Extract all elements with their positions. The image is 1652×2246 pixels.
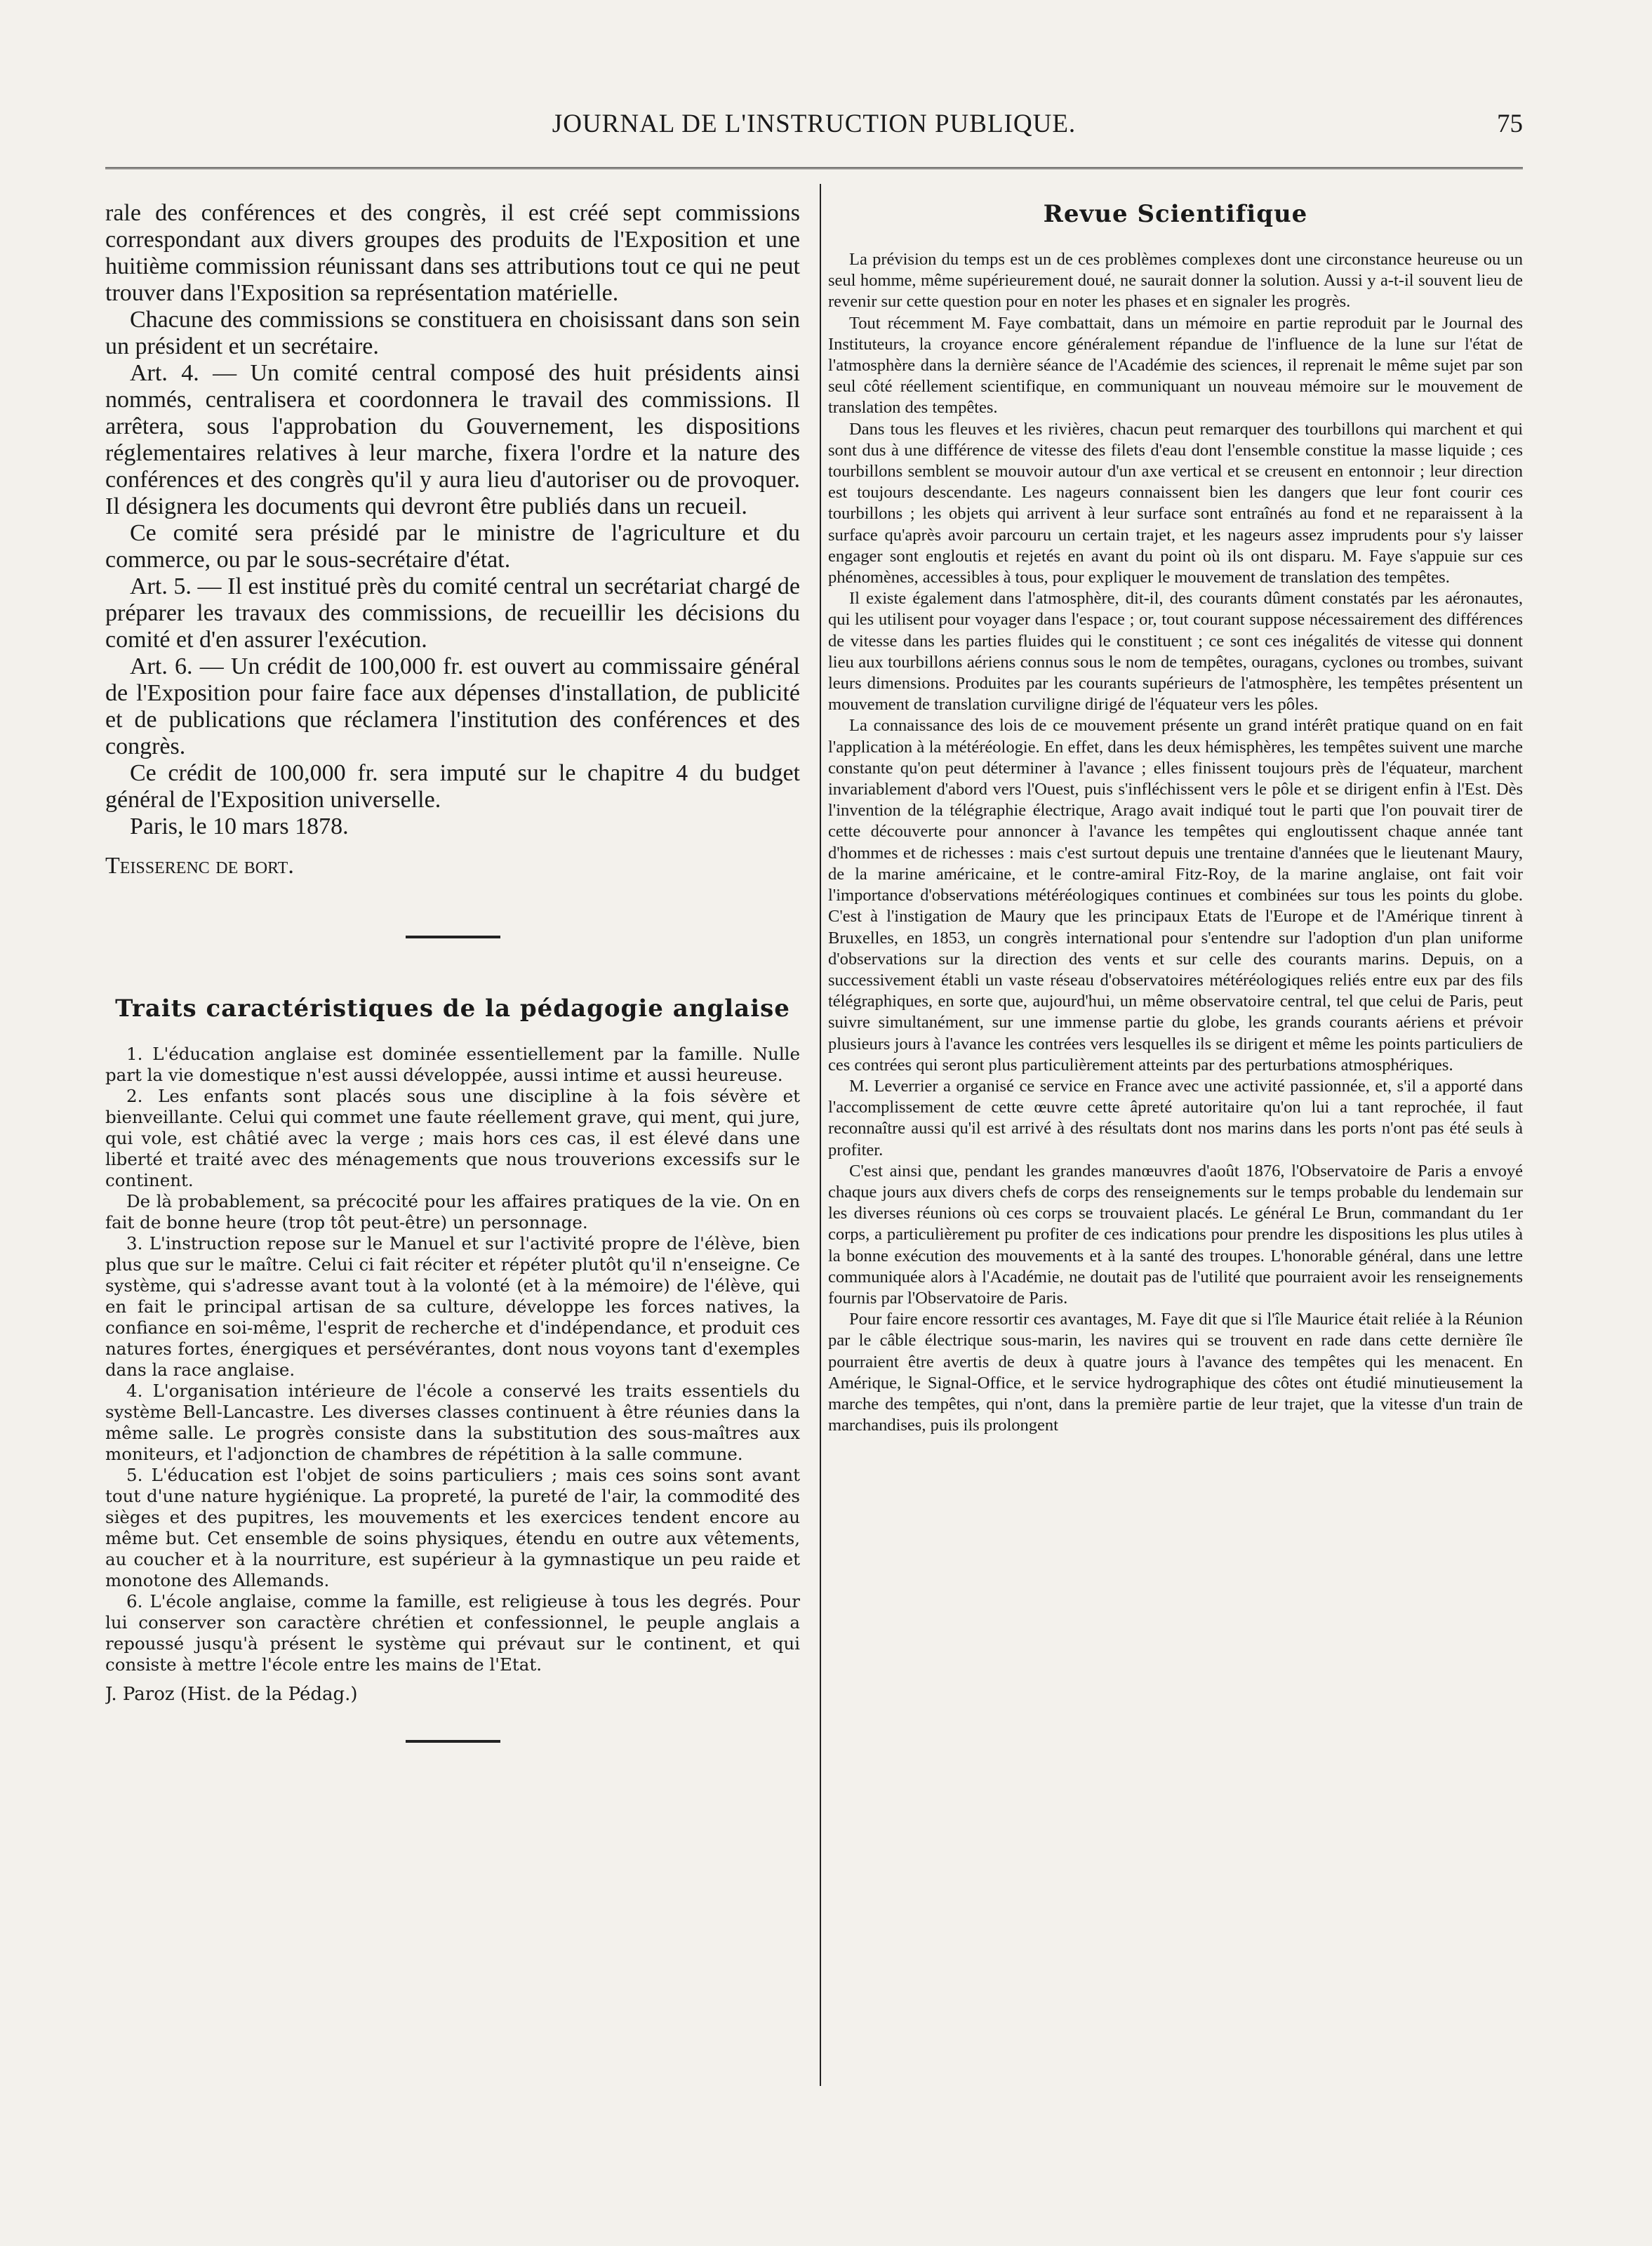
pedagogy-paragraph: 5. L'éducation est l'objet de soins particuliers ; mais ces soins sont avant tout d'une nature hygiénique. La propreté, la pureté de l'air, la commodité des sièges et des pupitres, les mouvements et les exercices tendent encore au même but. Cet ensemble de soins physiques, étendu en outre aux vêtements, au coucher et à la nourriture, est supérieur à la gymnastique un peu raide et monotone des Allemands. [105,1465,800,1590]
revue-paragraph: La prévision du temps est un de ces problèmes complexes dont une circonstance heureuse ou un seul homme, même supérieurement doué, ne saurait donner la solution. Aussi y a-t-il souvent lieu de revenir sur cette question pour en noter les phases et en signaler les progrès. [828,250,1523,312]
section-separator [406,936,500,938]
decree-paragraph: Ce crédit de 100,000 fr. sera imputé sur le chapitre 4 du budget général de l'Exposition universelle. [105,760,800,813]
decree-paragraph: Art. 5. — Il est institué près du comité central un secrétariat chargé de préparer les travaux des commissions, de recueillir les décisions du comité et d'en assurer l'exécution. [105,573,800,653]
revue-heading: Revue Scientifique [1043,200,1308,228]
column-divider [820,184,821,2086]
pedagogy-paragraph: 1. L'éducation anglaise est dominée essentiellement par la famille. Nulle part la vie domestique n'est aussi développée, aussi intime et aussi heureuse. [105,1044,800,1085]
pedagogy-article [105,1044,800,1705]
revue-paragraph: La connaissance des lois de ce mouvement présente un grand intérêt pratique quand on en fait l'application à la météréologie. En effet, dans les deux hémisphères, les tempêtes suivent une marche constante qu'on peut déterminer à l'avance ; elles finissent toujours près de l'équateur, marchent invariablement d'abord vers l'Ouest, puis s'infléchissent vers le pôle et se dirigent enfin à l'Est. Dès l'invention de la télégraphie électrique, Arago avait indiqué tout le parti que l'on pouvait tirer de cette découverte pour annoncer à l'avance les tempêtes qui engloutissent chaque année tant d'hommes et de richesses : mais c'est surtout depuis une trentaine d'années que le lieutenant Maury, de la marine américaine, et le contre-amiral Fitz-Roy, de la marine anglaise, ont fait voir l'importance d'observations météréologiques continues et combinées sur tous les points du globe. C'est à l'instigation de Maury que les principaux Etats de l'Europe et de l'Amérique tinrent à Bruxelles, en 1853, un congrès international pour s'entendre sur l'adoption d'un plan uniforme d'observations sur la direction des vents et sur celle des courants marins. Depuis, on a successivement établi un vaste réseau d'observatoires météréologiques reliés entre eux par des fils télégraphiques, en sorte que, aujourd'hui, un même observatoire central, tel que celui de Paris, peut suivre simultanément, sur une immense partie du globe, les grands courants aériens et prévoir plusieurs jours à l'avance les contrées vers lesquelles ils se dirigent et même les points particuliers de ces contrées qui seront plus particulièrement atteints par des perturbations atmosphériques. [828,716,1523,1075]
pedagogy-signature: J. Paroz (Hist. de la Pédag.) [105,1684,358,1705]
pedagogy-paragraph: 2. Les enfants sont placés sous une discipline à la fois sévère et bienveillante. Celui qui commet une faute réellement grave, qui ment, qui jure, qui vole, est châtié avec la verge ; mais hors ces cas, il est élevé dans une liberté et traité avec des ménagements que nous trouverions excessifs sur le continent. [105,1086,800,1190]
decree-signature: Teisserenc de bort. [105,853,294,879]
decree-paragraph: Ce comité sera présidé par le ministre de l'agriculture et du commerce, ou par le sous-secrétaire d'état. [105,520,800,573]
revue-paragraph: M. Leverrier a organisé ce service en France avec une activité passionnée, et, s'il a apporté dans l'accomplissement de cette œuvre cette âpreté autoritaire qu'on lui a tant reprochée, il faut reconnaître aussi qu'il est arrivé à des résultats dont nos marins dans les ports n'ont pas été seuls à profiter. [828,1076,1523,1159]
journal-title: JOURNAL DE L'INSTRUCTION PUBLIQUE. [552,109,1077,138]
revue-paragraph: C'est ainsi que, pendant les grandes manœuvres d'août 1876, l'Observatoire de Paris a envoyé chaque jours aux divers chefs de corps des renseignements sur le temps probable du lendemain sur les diverses réunions où ces corps se trouvaient placés. Le général Le Brun, commandant du 1er corps, a particulièrement pu profiter de ces indications pour prendre les dispositions les plus utiles à la bonne exécution des mouvements et à la santé des troupes. L'honorable général, dans une lettre communiquée alors à l'Académie, ne doutait pas de l'utilité que pourraient avoir les renseignements fournis par l'Observatoire de Paris. [828,1161,1523,1308]
decree-paragraph: Art. 6. — Un crédit de 100,000 fr. est ouvert au commissaire général de l'Exposition pour faire face aux dépenses d'installation, de publicité et de publications que réclamera l'institution des conférences et des congrès. [105,653,800,759]
pedagogy-paragraph: 6. L'école anglaise, comme la famille, est religieuse à tous les degrés. Pour lui conserver son caractère chrétien et confessionnel, le peuple anglais a repoussé jusqu'à présent le système qui prévaut sur le continent, et qui consiste à mettre l'école entre les mains de l'Etat. [105,1591,800,1675]
decree-paragraph: rale des conférences et des congrès, il est créé sept commissions correspondant aux divers groupes des produits de l'Exposition et une huitième commission réunissant dans ses attributions tout ce qui ne peut trouver dans l'Exposition sa représentation matérielle. [105,200,800,306]
page-number: 75 [1497,109,1523,138]
running-header [105,109,1523,151]
left-column [105,200,800,2095]
decree-date: Paris, le 10 mars 1878. [130,813,349,839]
closing-separator [406,1740,500,1743]
pedagogy-paragraph: 4. L'organisation intérieure de l'école a conservé les traits essentiels du système Bell-Lancastre. Les diverses classes continuent à être réunies dans la même salle. Le progrès consiste dans la substitution des sous-maîtres aux moniteurs, et l'adjonction de chambres de répétition à la salle commune. [105,1381,800,1464]
decree-paragraph: Art. 4. — Un comité central composé des huit présidents ainsi nommés, centralisera et coordonnera le travail des commissions. Il arrêtera, sous l'approbation du Gouvernement, les dispositions réglementaires relatives à leur marche, fixera l'ordre et la nature des conférences et des congrès qu'il y aura lieu d'autoriser ou de provoquer. Il désignera les documents qui devront être publiés dans un recueil. [105,360,800,519]
pedagogy-heading: Traits caractéristiques de la pédagogie anglaise [115,995,790,1023]
revue-paragraph: Il existe également dans l'atmosphère, dit-il, des courants dûment constatés par les aéronautes, qui les utilisent pour voyager dans l'espace ; or, tout courant suppose nécessairement des différences de vitesse dans les parties fluides qui le constituent ; ce sont ces inégalités de vitesse qui donnent lieu aux tourbillons aériens connus sous le nom de tempêtes, ouragans, cyclones ou trombes, suivant leurs dimensions. Produites par les courants supérieurs de l'atmosphère, les tempêtes présentent un mouvement de translation curviligne dirigé de l'équateur vers les pôles. [828,589,1523,715]
decree-text [105,200,800,879]
revue-article [828,249,1523,1436]
pedagogy-paragraph: De là probablement, sa précocité pour les affaires pratiques de la vie. On en fait de bonne heure (trop tôt peut-être) un personnage. [105,1191,800,1232]
revue-paragraph: Tout récemment M. Faye combattait, dans un mémoire en partie reproduit par le Journal des Instituteurs, la croyance encore généralement répandue de l'influence de la lune sur l'état de l'atmosphère dans la dernière séance de l'Académie des sciences, il reprenait le même sujet par son seul côté réellement scientifique, en communiquant un nouveau mémoire sur le mouvement de translation des tempêtes. [828,313,1523,418]
decree-paragraph: Chacune des commissions se constituera en choisissant dans son sein un président et un secrétaire. [105,307,800,359]
pedagogy-paragraph: 3. L'instruction repose sur le Manuel et sur l'activité propre de l'élève, bien plus que sur le maître. Celui ci fait réciter et répéter plutôt qu'il n'enseigne. Ce système, qui s'adresse avant tout à la volonté (et à la mémoire) de l'élève, qui en fait le principal artisan de sa culture, développe les forces natives, la confiance en soi-même, l'esprit de recherche et d'indépendance, et produit ces natures fortes, énergiques et persévérantes, dont nous voyons tant d'exemples dans la race anglaise. [105,1233,800,1380]
header-rule [105,167,1523,169]
revue-paragraph: Dans tous les fleuves et les rivières, chacun peut remarquer des tourbillons qui marchent et qui sont dus à une différence de vitesse des filets d'eau dont l'ensemble constitue la masse liquide ; ces tourbillons semblent se mouvoir autour d'un axe vertical et se creusent en entonnoir ; leur direction est toujours descendante. Les nageurs connaissent bien les dangers que leur font courir ces tourbillons ; les objets qui arrivent à leur surface sont entraînés au fond et ne reparaissent à la surface qu'après avoir parcouru un certain trajet, et les nageurs assez imprudents pour s'y laisser engager sont engloutis et rejetés en avant du point où ils ont disparu. M. Faye s'appuie sur ces phénomènes, accessibles à tous, pour expliquer le mouvement de translation des tempêtes. [828,419,1523,587]
right-column [828,200,1523,2095]
revue-paragraph: Pour faire encore ressortir ces avantages, M. Faye dit que si l'île Maurice était reliée à la Réunion par le câble électrique sous-marin, les navires qui se trouvent en rade dans cette dernière île pourraient être avertis de deux à quatre jours à l'avance des tempêtes qui les menacent. En Amérique, le Signal-Office, et le service hydrographique des côtes ont étudié minutieusement la marche des tempêtes, qui n'ont, dans la première partie de leur trajet, que la vitesse d'un train de marchandises, puis ils prolongent [828,1310,1523,1435]
